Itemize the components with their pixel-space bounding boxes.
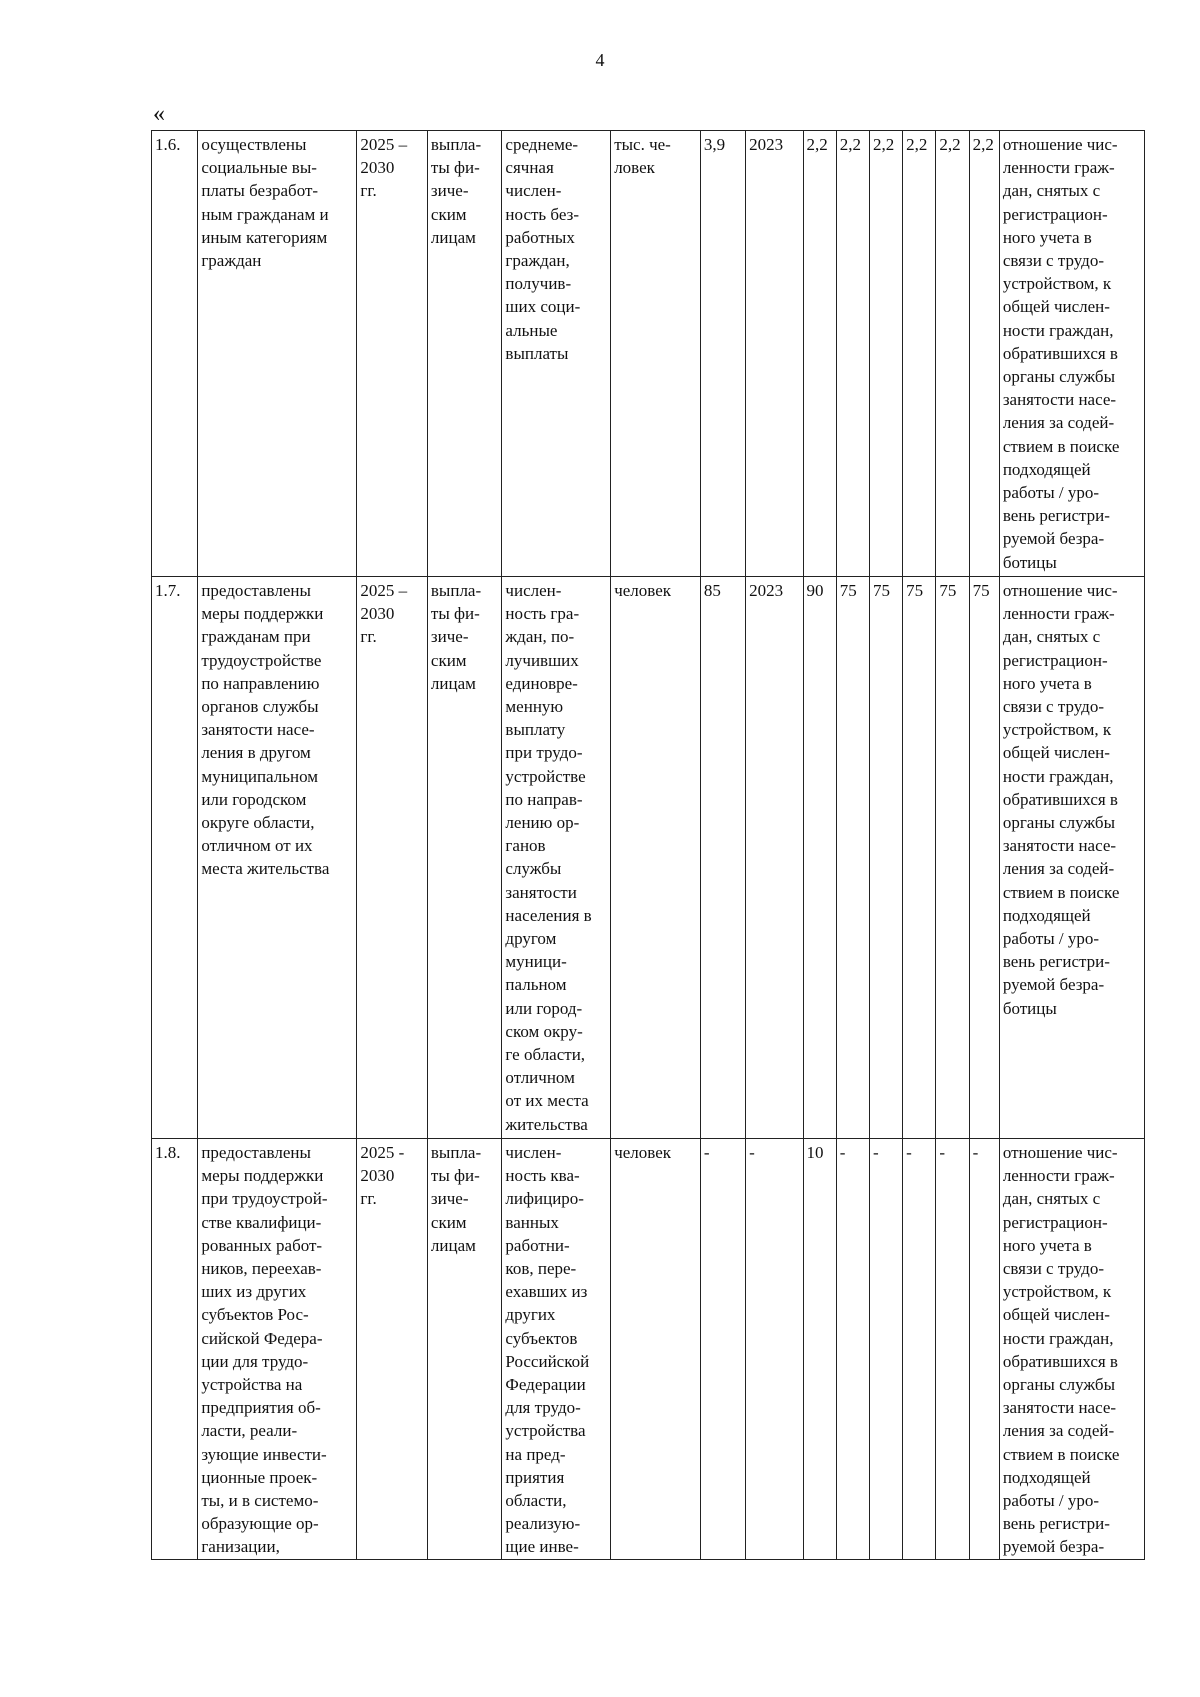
value-2026-cell: 75 [836,577,869,1139]
page-number: 4 [595,50,605,70]
value-2029-cell: 75 [936,577,969,1139]
period-cell: 2025 – 2030 гг. [357,577,427,1139]
link-cell: отношение чис- ленности граж- дан, снятых с регистрацион- ного учета в связи с трудо- устройством, к общей числен- ности граждан, обратившихся в органы службы занятости насе- ления за содей- ствием в поиске подходящей работы / уро- вень регистри- руемой безра- ботицы [999,577,1144,1139]
unit-cell: человек [611,1139,701,1560]
row-number: 1.7. [152,577,198,1139]
value-2026-cell: - [836,1139,869,1560]
value-2029-cell: - [936,1139,969,1560]
value-2028-cell: 75 [903,577,936,1139]
type-cell: выпла- ты фи- зиче- ским лицам [427,1139,502,1560]
base-year-cell: 2023 [746,577,803,1139]
value-2027-cell: 2,2 [869,131,902,577]
indicator-cell: числен- ность гра- ждан, по- лучивших единовре- менную выплату при трудо- устройстве по направ- лению ор- ганов службы занятости населения в другом муници- пальном или город- ском окру- ге области, отличном от их места жительства [502,577,611,1139]
result-cell: предоставлены меры поддержки при трудоустрой- стве квалифици- рованных работ- ников, переехав- ших из других субъектов Рос- сийской Федера- ции для трудо- устройства на предприятия об- ласти, реали- зующие инвести- ционные проек- ты, и в системо- образующие ор- ганизации, [198,1139,357,1560]
indicators-table [151,130,1145,1560]
value-2027-cell: - [869,1139,902,1560]
value-2025-cell: 2,2 [803,131,836,577]
value-2025-cell: 10 [803,1139,836,1560]
table-row [152,577,1145,1139]
unit-cell: тыс. че- ловек [611,131,701,577]
base-year-cell: 2023 [746,131,803,577]
opening-quote-mark: « [153,101,165,127]
row-number: 1.8. [152,1139,198,1560]
value-2030-cell: 2,2 [969,131,999,577]
result-cell: предоставлены меры поддержки гражданам при трудоустройстве по направлению органов службы занятости насе- ления в другом муниципальном или городском округе области, отличном от их места жительства [198,577,357,1139]
value-2029-cell: 2,2 [936,131,969,577]
indicator-cell: числен- ность ква- лифициро- ванных работни- ков, пере- ехавших из других субъектов Российской Федерации для трудо- устройства на пред- приятия области, реализую- щие инве- [502,1139,611,1560]
indicator-cell: среднеме- сячная числен- ность без- работных граждан, получив- ших соци- альные выплаты [502,131,611,577]
period-cell: 2025 - 2030 гг. [357,1139,427,1560]
value-2028-cell: - [903,1139,936,1560]
unit-cell: человек [611,577,701,1139]
link-cell: отношение чис- ленности граж- дан, снятых с регистрацион- ного учета в связи с трудо- устройством, к общей числен- ности граждан, обратившихся в органы службы занятости насе- ления за содей- ствием в поиске подходящей работы / уро- вень регистри- руемой безра- ботицы [999,131,1144,577]
value-2030-cell: - [969,1139,999,1560]
table-row [152,131,1145,577]
base-value-cell: - [700,1139,745,1560]
link-cell: отношение чис- ленности граж- дан, снятых с регистрацион- ного учета в связи с трудо- устройством, к общей числен- ности граждан, обратившихся в органы службы занятости насе- ления за содей- ствием в поиске подходящей работы / уро- вень регистри- руемой безра- [999,1139,1144,1560]
value-2030-cell: 75 [969,577,999,1139]
row-number: 1.6. [152,131,198,577]
value-2026-cell: 2,2 [836,131,869,577]
period-cell: 2025 – 2030 гг. [357,131,427,577]
base-year-cell: - [746,1139,803,1560]
table-row [152,1139,1145,1560]
result-cell: осуществлены социальные вы- платы безработ- ным гражданам и иным категориям граждан [198,131,357,577]
base-value-cell: 85 [700,577,745,1139]
type-cell: выпла- ты фи- зиче- ским лицам [427,131,502,577]
base-value-cell: 3,9 [700,131,745,577]
value-2025-cell: 90 [803,577,836,1139]
value-2027-cell: 75 [869,577,902,1139]
type-cell: выпла- ты фи- зиче- ским лицам [427,577,502,1139]
value-2028-cell: 2,2 [903,131,936,577]
